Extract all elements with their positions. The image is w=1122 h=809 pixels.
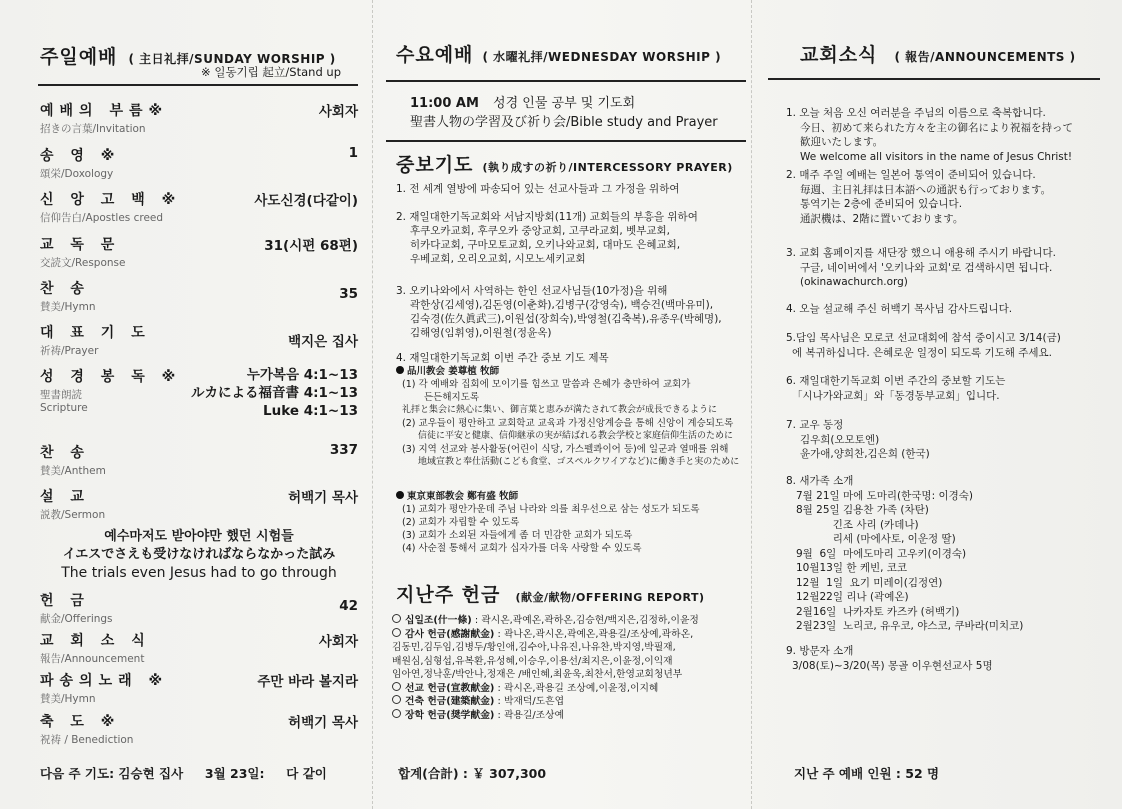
circle-bullet-icon (392, 614, 401, 623)
announcement-item: 5.담임 목사님은 모로코 선교대회에 참석 중이시고 3/14(금) 에 복귀하십니다. 은혜로운 일정이 되도록 기도해 주세요. (786, 332, 1061, 359)
prayer-item: 1. 전 세계 열방에 파송되어 있는 선교사들과 그 가정을 위하여 (396, 183, 680, 195)
order-item: 송 영 ※ 頌栄/Doxology 1 (40, 145, 358, 180)
announcement-item: 9. 방문자 소개 3/08(토)~3/20(목) 몽골 이우현선교사 5명 (786, 645, 993, 672)
announcements-title: 교회소식 ( 報告/ANNOUNCEMENTS ) (800, 44, 1076, 66)
wednesday-title: 수요예배 ( 水曜礼拝/WEDNESDAY WORSHIP ) (396, 44, 722, 66)
list-item: 긴조 사리 (카데나) (796, 518, 919, 531)
announcement-item: 2. 매주 주일 예배는 일본어 통역이 준비되어 있습니다. 毎週、主日礼拝は日本語への通訳も行っております。 통역기는 2층에 준비되어 있습니다. 通訳機は、2階に置いております。 (786, 169, 1052, 225)
order-item: 설 교 説教/Sermon 허백기 목사 (40, 489, 358, 521)
fold-line (751, 0, 752, 809)
circle-bullet-icon (392, 628, 401, 637)
order-item: 찬 송 賛美/Hymn 35 (40, 281, 358, 313)
title-rule (38, 84, 358, 86)
announcement-item-new-family: 8. 새가족 소개 7월 21일 마에 도마리(한국명: 이경숙) 8월 25일 김용찬 가족 (차탄) 긴조 사리 (카데나) 리세 (마에사토, 이운정 딸) 9월 6일 마에도마리 고우키(이경숙) 10월13일 한 케빈, 코코 12월 1일 요기 미레이(김정연) 12월22일 리나 (곽예온) 2월16일 나카자토 카즈카 (허백기) 2월23일 노리코, 유우코, 야스코, 쿠바라(미치코) (786, 474, 1116, 634)
circle-bullet-icon (392, 709, 401, 718)
prayer-item: 2. 재일대한기독교회와 서남지방회(11개) 교회들의 부흥을 위하여 후쿠오카교회, 후쿠오카 중앙교회, 고쿠라교회, 벳부교회, 히카다교회, 구마모토교회, 오키나와교회, 대마도 은혜교회, 우베교회, 오리오교회, 시모노세키교회 (396, 211, 698, 265)
list-item: 9월 6일 마에도마리 고우키(이경숙) (796, 547, 967, 560)
stand-note: ※ 일동기립 起立/Stand up (201, 65, 341, 79)
list-item: 2월23일 노리코, 유우코, 야스코, 쿠바라(미치코) (796, 620, 1024, 632)
order-item: 예배의 부름※ 招きの言葉/Invitation 사회자 (40, 103, 358, 135)
section-rule (386, 140, 746, 142)
circle-bullet-icon (392, 695, 401, 704)
scripture-refs: 누가복음 4:1~13 ルカによる福音書 4:1~13 Luke 4:1~13 (191, 367, 358, 419)
list-item: 12월22일 리나 (곽예온) (796, 591, 909, 603)
list-item: 2월16일 나카자토 카즈카 (허백기) (796, 605, 960, 618)
attendance: 지난 주 예배 인원 : 52 명 (794, 766, 940, 781)
offering-list: 십일조(什一條) : 곽시온,곽예온,곽하온,김승현/백지은,김정하,이윤정 감사 헌금(感謝献金) : 곽나온,곽시온,곽예온,곽용길/조상예,곽하온, 김동민,김두임,김병두/황인애,김수아,나유진,나유찬,박지영,박필재, 배원심,심형섭,유복환,유성혜,이승우,이용선/최지은,이윤정,이익재 임아연,정낙훈/박안나,정재은 /배인혜,최윤욱,최찬서,한영교회청년부 선교 헌금(宣教献金) : 곽시온,곽용길 조상예,이윤정,이지혜 건축 헌금(建築献金) : 박재덕/도흔엽 장학 헌금(奨学献金) : 곽용길/조상예 (392, 615, 699, 721)
list-item: 8월 25일 김용찬 가족 (차탄) (796, 504, 929, 516)
list-item: 12월 1일 요기 미레이(김정연) (796, 576, 943, 589)
announcement-item: 4. 오늘 설교해 주신 허백기 목사님 감사드립니다. (786, 303, 1013, 315)
prayer-item: 東京東部教会 鄭有盛 牧師 (1) 교회가 평안가운데 주님 나라와 의를 최우선으로 삼는 성도가 되도록 (2) 교회가 자립할 수 있도록 (3) 교회가 소외된 자들에게 좀 더 민감한 교회가 되도록 (4) 사순절 통해서 교회가 십자가를 더욱 사랑할 수 있도록 (396, 490, 746, 555)
bullet-icon (396, 366, 404, 374)
sunday-title: 주일예배 ( 主日礼拝/SUNDAY WORSHIP ) (40, 46, 336, 68)
offering-total: 합계(合計) : ￥ 307,300 (398, 766, 547, 781)
circle-bullet-icon (392, 682, 401, 691)
prayer-item: 4. 재일대한기독교회 이번 주간 중보 기도 제목 品川教会 姜尊植 牧師 (1) 각 예배와 집회에 모이기를 힘쓰고 말씀과 은혜가 충만하여 교회가 든든해지도록 礼拝と集会に熱心に集い、御言葉と恵みが満たされて教会が成長できるように (2) 교우들이 평안하고 교회학교 교육과 가정신앙계승을 통해 신앙이 계승되도록 信徒に平安と健康、信仰継承の実が結ばれる教会学校と家庭信仰生活のために (3) 지역 선교와 봉사활동(어린이 식당, 가스펠콰이어 등)에 일군과 열매를 위해 地域宣教と奉仕活動(こども食堂、ゴスペルクワイアなど)に働き手と実のために (396, 352, 740, 467)
title-rule (386, 80, 746, 82)
announcement-item: 7. 교우 동정 김우희(오모토엔) 윤가애,양희찬,김은희 (한국) (786, 419, 930, 460)
order-item: 교 독 문 交読文/Response 31(시편 68편) (40, 237, 358, 269)
wednesday-info: 11:00 AM 성경 인물 공부 및 기도회 聖書人物の学習及び祈り会/Bible study and Prayer (410, 96, 718, 130)
list-item: 10월13일 한 케빈, 코코 (796, 562, 908, 574)
order-item: 교 회 소 식 報告/Announcement 사회자 (40, 633, 358, 665)
title-rule (768, 78, 1100, 80)
order-item: 찬 송 賛美/Anthem 337 (40, 442, 358, 477)
fold-line (372, 0, 373, 809)
offering-title: 지난주 헌금 (献金/献物/OFFERING REPORT) (396, 584, 705, 606)
announcement-item: 1. 오늘 처음 오신 여러분을 주님의 이름으로 축복합니다. 今日、初めて来られた方々を主の御名により祝福を持って 歓迎いたします。 We welcome all visitors in the name of Jesus Christ! (786, 107, 1073, 163)
list-item: 리세 (마에사토, 이운정 딸) (796, 533, 956, 545)
next-week-prayer: 다음 주 기도: 김승현 집사 3월 23일: 다 같이 (40, 766, 327, 781)
order-item: 축 도 ※ 祝祷 / Benediction 허백기 목사 (40, 714, 358, 746)
order-item: 파송의노래 ※ 賛美/Hymn 주만 바라 볼지라 (40, 673, 358, 705)
bullet-icon (396, 491, 404, 499)
announcement-item: 3. 교회 홈페이지를 새단장 했으니 애용해 주시기 바랍니다. 구글, 네이버에서 '오키나와 교회'로 검색하시면 됩니다. (okinawachurch.org) (786, 247, 1057, 288)
intercessory-title: 중보기도 (執り成すの祈り/INTERCESSORY PRAYER) (396, 154, 733, 176)
order-item: 신 앙 고 백 ※ 信仰告白/Apostles creed 사도신경(다같이) (40, 192, 358, 224)
order-item-scripture: 성 경 봉 독 ※ 聖書朗読 Scripture 누가복음 4:1~13 ルカによる福音書 4:1~13 Luke 4:1~13 (40, 367, 358, 419)
order-item: 헌 금 献金/Offerings 42 (40, 593, 358, 625)
announcement-item: 6. 재일대한기독교회 이번 주간의 중보할 기도는 「시나가와교회」와「동경동부교회」입니다. (786, 375, 1006, 402)
prayer-item: 3. 오키나와에서 사역하는 한인 선교사님들(10가정)을 위해 곽한상(김세영),김돈영(이춘화),김병구(강영숙), 백승건(백마유미), 김숙경(佐久眞武三),이원섭(장희숙),박영철(김축복),유종우(박혜명), 김해영(임휘영),이원철(정윤옥) (396, 285, 722, 339)
order-item: 대 표 기 도 祈祷/Prayer 백지은 집사 (40, 325, 358, 357)
sermon-title: 예수마저도 받아야만 했던 시험들 イエスでさえも受けなければならなかった試み The trials even Jesus had to go through (61, 529, 337, 581)
list-item: 7월 21일 마에 도마리(한국명: 이경숙) (796, 489, 973, 502)
